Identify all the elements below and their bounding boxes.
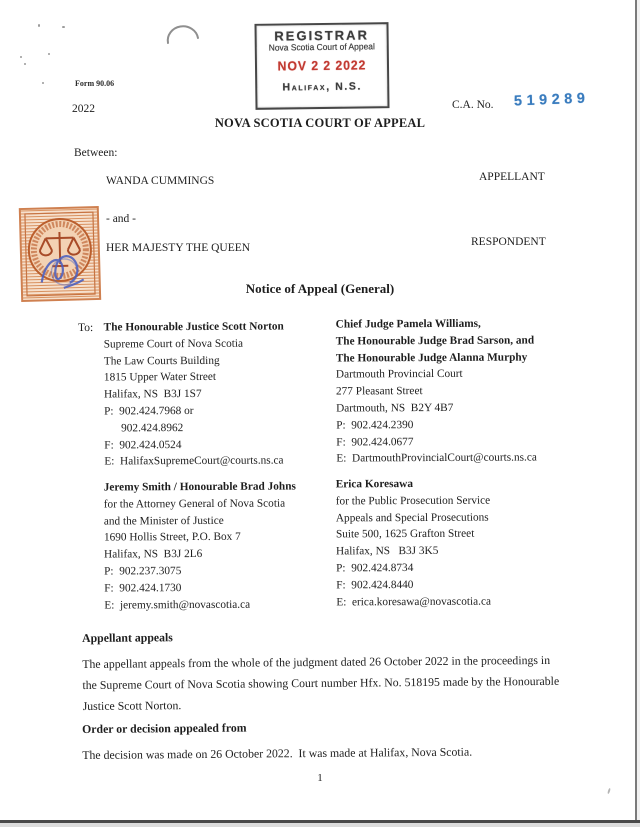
scan-speck	[607, 788, 611, 794]
recipient-address-line: 902.424.8962	[104, 421, 184, 435]
case-number-value: 519289	[513, 90, 590, 110]
registrar-stamp-date: NOV 2 2 2022	[277, 57, 367, 74]
recipient-address-line: for the Attorney General of Nova Scotia	[103, 497, 286, 511]
scan-speck	[24, 63, 26, 65]
recipient-address-line: Halifax, NS B3J 3K5	[336, 545, 439, 558]
registrar-stamp-court: Nova Scotia Court of Appeal	[268, 41, 375, 53]
respondent-name: HER MAJESTY THE QUEEN	[106, 242, 251, 254]
recipient-address-line: Suite 500, 1625 Grafton Street	[335, 528, 475, 541]
respondent-role-label: RESPONDENT	[471, 236, 546, 248]
recipient-address-line: P: 902.424.7968 or	[104, 404, 194, 418]
recipient-address-line: F: 902.424.8440	[336, 578, 414, 592]
scan-speck	[48, 53, 50, 55]
recipient-name: Erica Koresawa	[335, 478, 414, 491]
page-number: 1	[317, 772, 323, 784]
recipient-address-line: Halifax, NS B3J 2L6	[104, 548, 203, 561]
recipient-address-line: Dartmouth Provincial Court	[335, 368, 463, 381]
appellant-name: WANDA CUMMINGS	[106, 175, 215, 187]
recipient-address-line: 1690 Hollis Street, P.O. Box 7	[103, 531, 241, 544]
section-heading: Appellant appeals	[82, 630, 173, 645]
recipient-address-line: Supreme Court of Nova Scotia	[103, 337, 244, 351]
recipient-address-line: Dartmouth, NS B2Y 4B7	[336, 401, 454, 415]
recipient-block-attorney-general	[104, 478, 297, 613]
registrar-stamp-title: REGISTRAR	[274, 27, 369, 44]
recipient-address-line: and the Minister of Justice	[103, 514, 224, 528]
section-body: The appellant appeals from the whole of the judgment dated 26 October 2022 in the proceedings in the Supreme Court of Nova Scotia showing Court number Hfx. No. 518195 made by the Honourable Justice Scott Norton.	[82, 652, 563, 713]
recipient-block-prosecution-service	[336, 476, 491, 611]
case-number-label: C.A. No.	[452, 99, 494, 111]
recipient-address-line: F: 902.424.1730	[104, 581, 182, 595]
form-number: Form 90.06	[75, 79, 115, 88]
recipient-address-line: Appeals and Special Prosecutions	[335, 511, 489, 524]
recipient-block-provincial-court	[336, 315, 537, 467]
recipient-address-line: E: erica.koresawa@novascotia.ca	[336, 595, 492, 608]
recipient-address-line: P: 902.424.8734	[336, 561, 414, 575]
recipient-name: The Honourable Justice Scott Norton	[103, 320, 284, 334]
registrar-date-stamp	[254, 22, 389, 110]
recipient-address-line: P: 902.237.3075	[104, 565, 182, 578]
section-body: The decision was made on 26 October 2022. It was made at Halifax, Nova Scotia.	[82, 744, 473, 762]
recipient-name: The Honourable Judge Alanna Murphy	[335, 351, 528, 365]
scan-edge-bottom-outer	[0, 823, 640, 827]
document-title: Notice of Appeal (General)	[245, 281, 395, 296]
section-appellant-appeals	[82, 627, 561, 717]
recipient-address-line: E: HalifaxSupremeCourt@courts.ns.ca	[104, 454, 284, 468]
scan-speck	[42, 82, 44, 84]
court-title: NOVA SCOTIA COURT OF APPEAL	[214, 116, 426, 130]
recipient-address-line: F: 902.424.0677	[336, 435, 414, 449]
recipient-address-line: Halifax, NS B3J 1S7	[103, 388, 202, 401]
to-label: To:	[77, 321, 94, 335]
and-separator: - and -	[106, 213, 137, 225]
recipient-address-line: E: jeremy.smith@novascotia.ca	[104, 598, 251, 612]
section-order-appealed-from	[82, 718, 560, 766]
recipient-block-supreme-court	[104, 319, 285, 471]
recipient-name: The Honourable Judge Brad Sarson, and	[335, 334, 535, 348]
recipient-address-line: 277 Pleasant Street	[335, 385, 423, 398]
paper-curl-mark	[163, 16, 203, 46]
recipient-name: Chief Judge Pamela Williams,	[335, 317, 481, 331]
scan-speck	[62, 26, 65, 28]
scan-speck	[20, 56, 22, 58]
recipient-address-line: P: 902.424.2390	[336, 418, 414, 432]
scan-speck	[38, 24, 40, 27]
recipient-address-line: F: 902.424.0524	[104, 438, 182, 452]
between-label: Between:	[74, 147, 118, 159]
recipient-address-line: E: DartmouthProvincialCourt@courts.ns.ca	[336, 451, 537, 465]
recipient-name: Jeremy Smith / Honourable Brad Johns	[103, 480, 296, 494]
recipient-address-line: 1815 Upper Water Street	[103, 371, 217, 384]
recipient-address-line: The Law Courts Building	[103, 354, 220, 368]
recipient-address-line: for the Public Prosecution Service	[335, 494, 491, 508]
registrar-stamp-location: Halifax, N.S.	[282, 80, 363, 94]
filing-year: 2022	[72, 103, 95, 115]
appellant-role-label: APPELLANT	[479, 171, 545, 183]
section-heading: Order or decision appealed from	[82, 720, 247, 736]
